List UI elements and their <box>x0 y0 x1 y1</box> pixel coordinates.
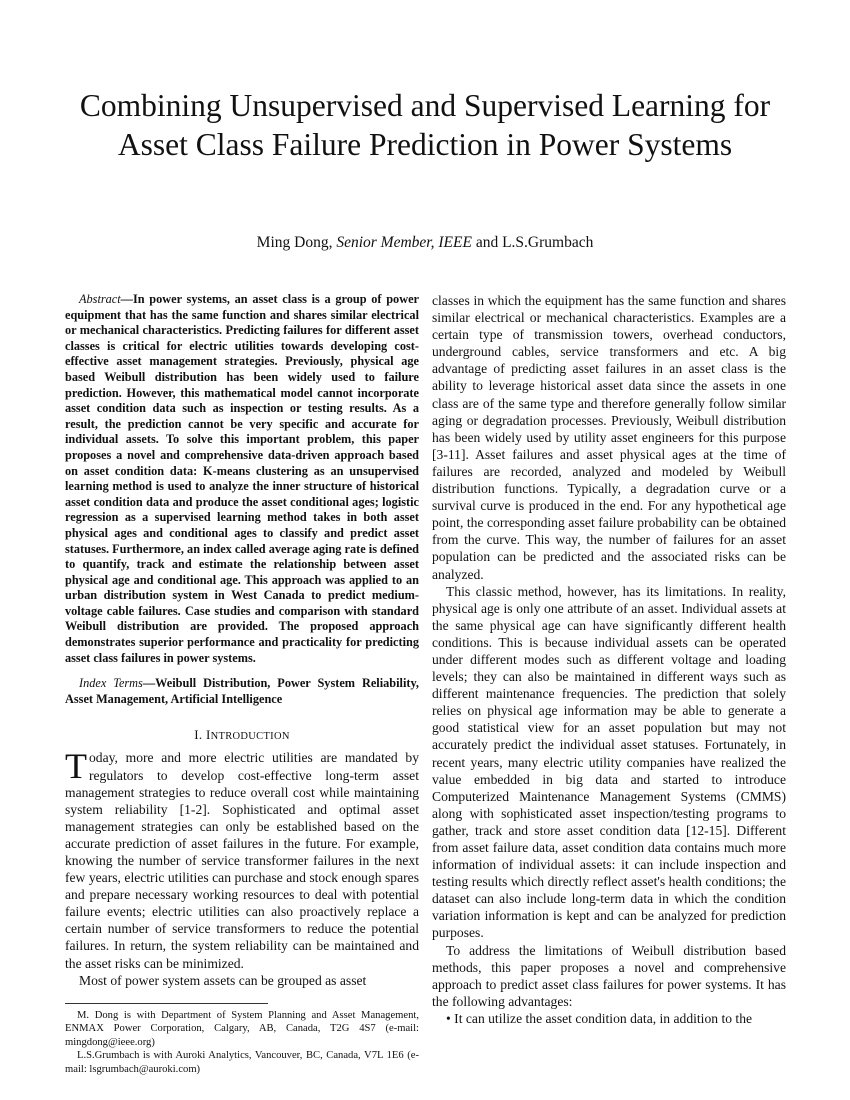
intro-p1-text: oday, more and more electric utilities are mandated by regulators to develop cost-effective long-term asset management strategies to reduce overall cost while maintaining system reliability [1-2]. Sophisticated and optimal asset management strategies can only be established based on the accurate prediction of asset failures in the future. For example, knowing the number of service transformer failures in the next few years, electric utilities can purchase and stock enough spares and prepare necessary working resources to deal with potential failure events; electric utilities can also proactively replace a certain number of service transformers to reduce the potential failures. In return, the system reliability can be maintained and the asset risks can be minimized. <box>65 750 419 971</box>
index-terms-text: —Weibull Distribution, Power System Reliability, Asset Management, Artificial Intelligence <box>65 676 419 706</box>
body-paragraph-2: This classic method, however, has its limitations. In reality, physical age is only one attribute of an asset. Individual assets at the same physical age can have significantly different health conditions. This is because individual assets can be operated under different modes such as different voltage and loading levels; they can also be maintained in different ways such as different maintenance frequencies. The prediction that solely relies on physical age information may be able to generate a good statistical view for an asset population but may not accurately predict the individual asset statuses. Fortunately, in recent years, many electric utility companies have realized the value embedded in big data and started to introduce Computerized Maintenance Management Systems (CMMS) along with sophisticated asset inspection/testing programs to gather, track and store asset condition data [12-15]. Different from asset failure data, asset condition data contains much more information of individual assets: it can include inspection and testing results which directly reflect asset's health conditions; the dataset can also include long-term data in which the condition variation information is kept and can be analyzed for prediction purposes. <box>432 583 786 941</box>
intro-paragraph-2: Most of power system assets can be grouped as asset <box>79 972 367 988</box>
section-heading-introduction <box>65 727 419 743</box>
author-2: and L.S.Grumbach <box>471 234 594 251</box>
abstract <box>65 292 419 666</box>
author-1: Ming Dong, <box>256 234 337 251</box>
author-1-role: Senior Member, IEEE <box>336 234 472 251</box>
footnote-author-1: M. Dong is with Department of System Planning and Asset Management, ENMAX Power Corporation, Calgary, AB, Canada, T2G 4S7 (e-mail: mingdong@ieee.org) <box>65 1009 419 1048</box>
footnotes <box>65 1009 419 1077</box>
section-number: I. <box>194 727 206 743</box>
advantage-bullet-1 <box>432 1010 786 1027</box>
drop-cap: T <box>65 746 87 787</box>
left-column <box>65 292 419 1076</box>
body-paragraph-3: To address the limitations of Weibull distribution based methods, this paper proposes a novel and comprehensive approach to predict asset class failures for power systems. It has the following advantages: <box>432 942 786 1009</box>
footnote-author-2: L.S.Grumbach is with Auroki Analytics, Vancouver, BC, Canada, V7L 1E6 (e-mail: lsgrumbach@auroki.com) <box>65 1050 419 1075</box>
intro-paragraph-1 <box>65 746 419 971</box>
bullet-icon: • <box>446 1010 451 1026</box>
abstract-text: —In power systems, an asset class is a group of power equipment that has the same function and shares similar electrical or mechanical characteristics. Predicting failures for different asset classes is critical for electric utilities towards developing cost-effective asset management strategies. Previously, physical age based Weibull distribution has been widely used to failure prediction. However, this mathematical model cannot incorporate asset condition data such as inspection or testing results. As a result, the prediction cannot be very specific and accurate for individual assets. To solve this important problem, this paper proposes a novel and comprehensive data-driven approach based on asset condition data: K-means clustering as an unsupervised learning method is used to analyze the inner structure of historical asset condition data and produce the asset conditional ages; logistic regression as a supervised learning method takes in both asset physical ages and conditional ages to classify and predict asset statuses. Furthermore, an index called average aging rate is defined to quantify, track and estimate the relationship between asset physical age and conditional age. This approach was applied to an urban distribution system in West Canada to predict medium-voltage cable failures. Case studies and comparison with standard Weibull distribution are provided. The proposed approach demonstrates superior performance and practicality for predicting asset class failures in power systems. <box>65 292 419 665</box>
index-terms <box>65 676 419 707</box>
paper-title: Combining Unsupervised and Supervised Learning for Asset Class Failure Prediction in Power Systems <box>79 88 771 162</box>
index-terms-label: Index Terms <box>79 676 143 691</box>
section-title-rest: NTRODUCTION <box>210 731 290 743</box>
abstract-label: Abstract <box>79 292 121 306</box>
right-column <box>432 292 786 1027</box>
author-line <box>60 234 790 252</box>
bullet-1-text: It can utilize the asset condition data, in addition to the <box>454 1010 753 1026</box>
footnote-divider <box>65 1003 268 1004</box>
section-title-first: I <box>205 727 211 743</box>
body-paragraph-1: classes in which the equipment has the same function and shares similar electrical or mechanical characteristics. Examples are a certain type of transmission towers, overhead conductors, underground cables, service transformers and etc. A big advantage of predicting asset failures in an asset class is the ability to leverage historical asset data since the assets in one class are of the same type and therefore generally follow similar aging or degradation processes. Previously, Weibull distribution has been widely used by utility asset engineers for this purpose [3-11]. Asset failures and asset physical ages at the time of failures are recorded, analyzed and modeled by Weibull distribution functions. Typically, a degradation curve or a survival curve is produced in the end. For any hypothetical age point, the corresponding asset failure probability can be obtained from the curve. This way, the number of failures for an asset population can be predicted and the associated risks can be analyzed. <box>432 293 786 582</box>
